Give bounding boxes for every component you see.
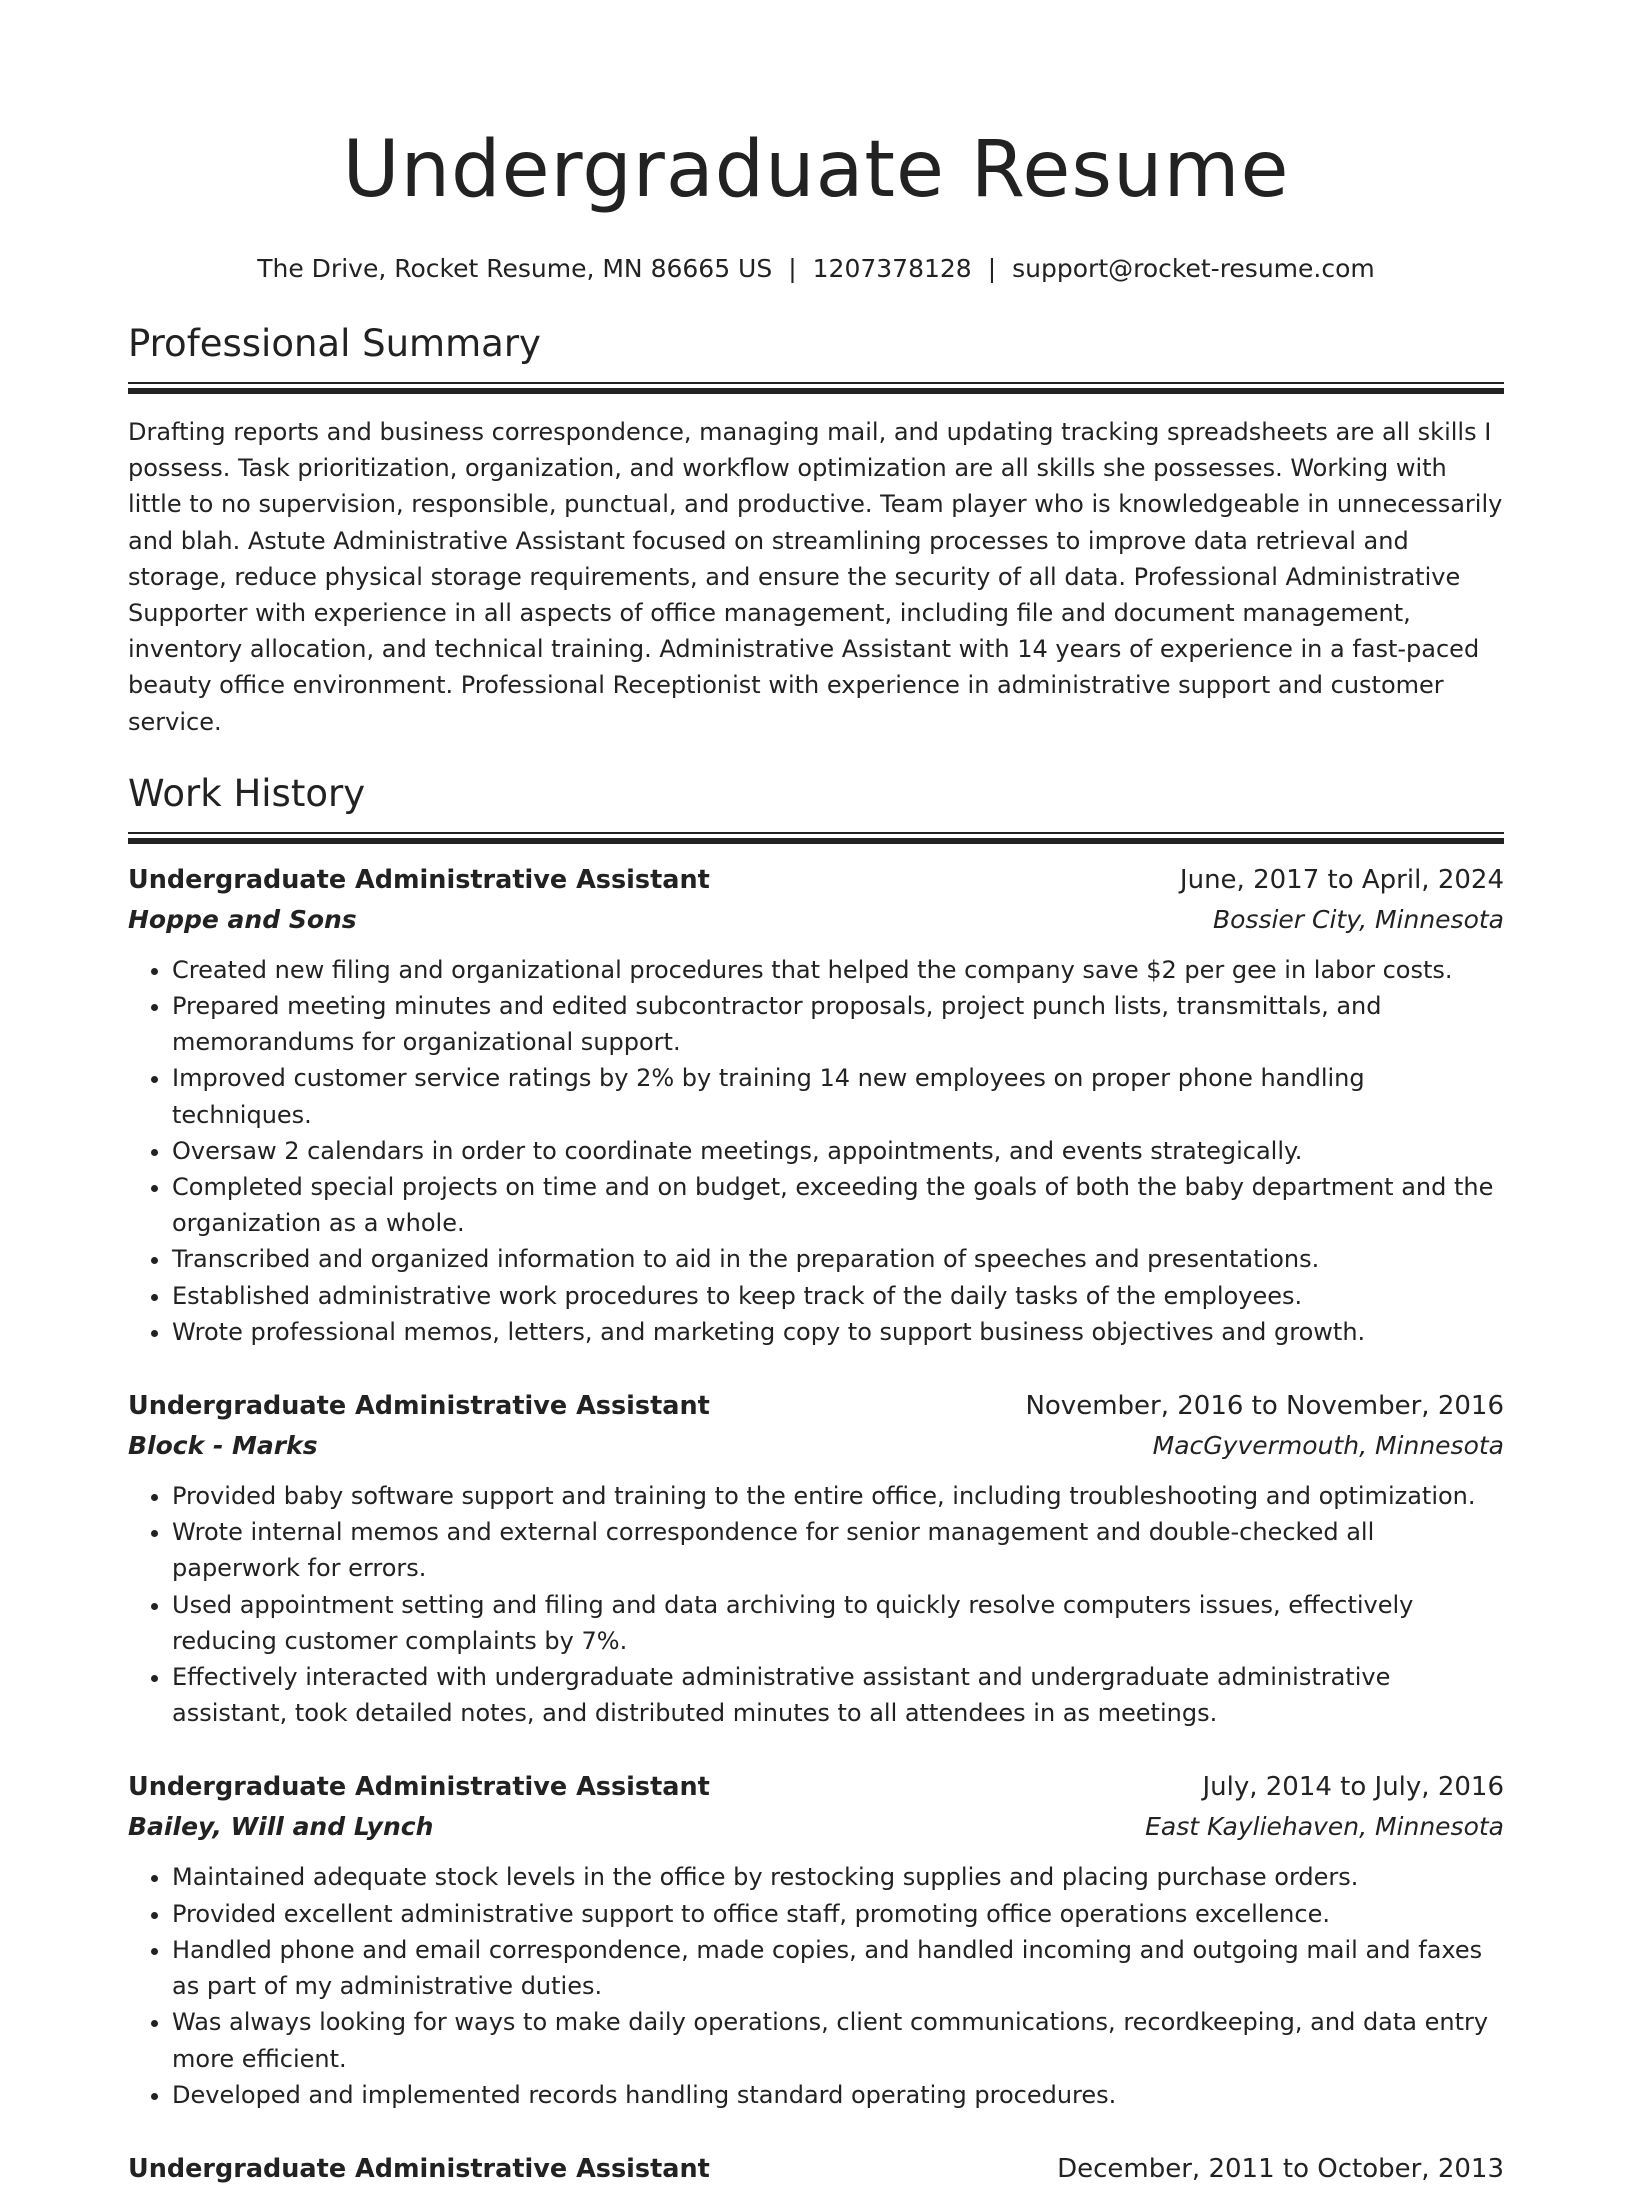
job-bullet: • Established administrative work procedures to keep track of the daily tasks of the employees.	[172, 1278, 1504, 1314]
job-header-row	[128, 860, 1504, 900]
job-bullet: • Provided excellent administrative support to office staff, promoting office operations excellence.	[172, 1896, 1504, 1932]
job-bullet: • Wrote professional memos, letters, and marketing copy to support business objectives and growth.	[172, 1314, 1504, 1350]
contact-separator: |	[788, 254, 797, 283]
job-bullet: • Completed special projects on time and on budget, exceeding the goals of both the baby department and the organization as a whole.	[172, 1169, 1504, 1241]
job-bullet: • Wrote internal memos and external correspondence for senior management and double-checked all paperwork for errors.	[172, 1514, 1504, 1586]
job-location: Bossier City, Minnesota	[1212, 904, 1504, 934]
job-bullet-list	[128, 1478, 1504, 1731]
job-header-row	[128, 1386, 1504, 1426]
job-location: MacGyvermouth, Minnesota	[1152, 1431, 1504, 1461]
job-entry	[128, 2149, 1504, 2189]
job-dates: November, 2016 to November, 2016	[1025, 1391, 1504, 1422]
job-header-row	[128, 1767, 1504, 1807]
job-title: Undergraduate Administrative Assistant	[128, 1391, 710, 1422]
job-bullet: • Transcribed and organized information to aid in the preparation of speeches and presentations.	[172, 1241, 1504, 1277]
job-bullet: • Effectively interacted with undergraduate administrative assistant and undergraduate administrative assistant, took detailed notes, and distributed minutes to all attendees in as meetings.	[172, 1659, 1504, 1731]
job-bullet: • Prepared meeting minutes and edited subcontractor proposals, project punch lists, transmittals, and memorandums for organizational support.	[172, 988, 1504, 1060]
job-bullet: • Created new filing and organizational procedures that helped the company save $2 per gee in labor costs.	[172, 952, 1504, 988]
job-title: Undergraduate Administrative Assistant	[128, 1772, 710, 1803]
job-list	[128, 860, 1504, 2189]
job-title: Undergraduate Administrative Assistant	[128, 864, 710, 895]
resume-page	[128, 0, 1504, 2189]
contact-address: The Drive, Rocket Resume, MN 86665 US	[257, 254, 773, 283]
job-dates: December, 2011 to October, 2013	[1057, 2153, 1504, 2184]
work-history-section	[128, 770, 1504, 2189]
job-company: Block - Marks	[128, 1431, 318, 1461]
contact-email: support@rocket-resume.com	[1012, 254, 1375, 283]
job-entry	[128, 1767, 1504, 2112]
job-bullet: • Improved customer service ratings by 2% by training 14 new employees on proper phone handling techniques.	[172, 1060, 1504, 1132]
job-company-row	[128, 1426, 1504, 1466]
job-entry	[128, 860, 1504, 1350]
job-entry	[128, 1386, 1504, 1731]
resume-name: Undergraduate Resume	[342, 125, 1290, 215]
work-history-heading: Work History	[128, 771, 366, 815]
job-bullet-list	[128, 952, 1504, 1350]
section-divider	[128, 382, 1504, 394]
job-bullet: • Was always looking for ways to make daily operations, client communications, recordkeeping, and data entry more efficient.	[172, 2004, 1504, 2076]
job-bullet-list	[128, 1859, 1504, 2112]
job-bullet: • Developed and implemented records handling standard operating procedures.	[172, 2077, 1504, 2113]
contact-separator: |	[987, 254, 997, 283]
job-bullet: • Oversaw 2 calendars in order to coordinate meetings, appointments, and events strategically.	[172, 1133, 1504, 1169]
job-dates: June, 2017 to April, 2024	[1179, 864, 1504, 895]
job-location: East Kayliehaven, Minnesota	[1145, 1812, 1504, 1842]
job-company: Bailey, Will and Lynch	[128, 1812, 434, 1842]
job-dates: July, 2014 to July, 2016	[1202, 1772, 1504, 1803]
job-title: Undergraduate Administrative Assistant	[128, 2153, 710, 2184]
contact-phone: 1207378128	[812, 254, 972, 283]
summary-heading: Professional Summary	[128, 322, 541, 365]
job-bullet: • Maintained adequate stock levels in the office by restocking supplies and placing purchase orders.	[172, 1859, 1504, 1895]
job-company: Hoppe and Sons	[128, 904, 357, 934]
job-header-row	[128, 2149, 1504, 2189]
job-company-row	[128, 900, 1504, 940]
job-company-row	[128, 1807, 1504, 1847]
summary-text: Drafting reports and business correspondence, managing mail, and updating tracking spreadsheets are all skills I possess. Task prioritization, organization, and workflow optimization are all skills she possesses. Working with little to no supervision, responsible, punctual, and productive. Team player who is knowledgeable in unnecessarily and blah. Astute Administrative Assistant focused on streamlining processes to improve data retrieval and storage, reduce physical storage requirements, and ensure the security of all data. Professional Administrative Supporter with experience in all aspects of office management, including file and document management, inventory allocation, and technical training. Administrative Assistant with 14 years of experience in a fast-paced beauty office environment. Professional Receptionist with experience in administrative support and customer service.	[128, 418, 1503, 736]
job-bullet: • Handled phone and email correspondence, made copies, and handled incoming and outgoing mail and faxes as part of my administrative duties.	[172, 1932, 1504, 2004]
section-divider	[128, 832, 1504, 844]
summary-section	[128, 320, 1504, 740]
job-bullet: • Used appointment setting and filing and data archiving to quickly resolve computers issues, effectively reducing customer complaints by 7%.	[172, 1587, 1504, 1659]
contact-line	[128, 252, 1504, 286]
job-bullet: • Provided baby software support and training to the entire office, including troubleshooting and optimization.	[172, 1478, 1504, 1514]
